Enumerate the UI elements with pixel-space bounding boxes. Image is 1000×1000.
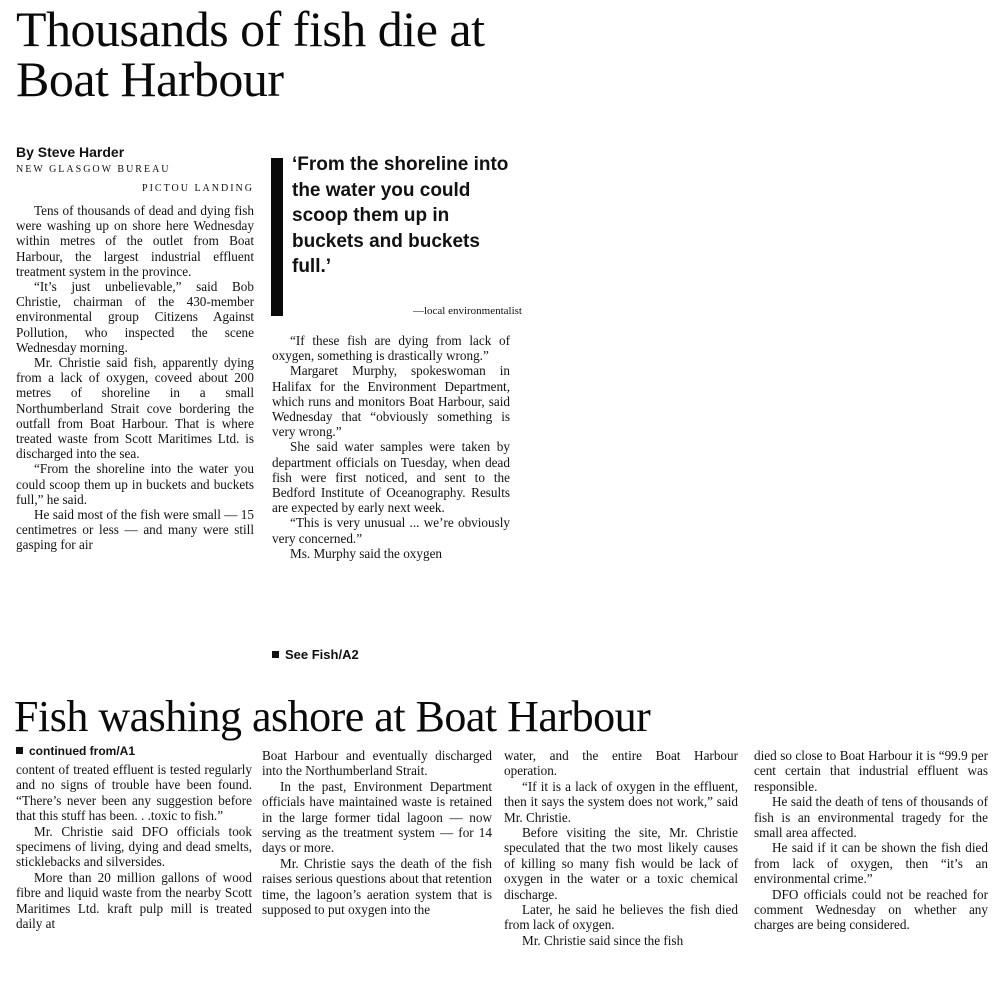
- see-more-jump: [272, 647, 359, 662]
- paragraph: Mr. Christie said fish, apparently dying from a lack of oxygen, coveed about 200 metres of shoreline in a small Northumberland Strait cove bordering the outfall from Boat Harbour. That is where treated waste from Scott Maritimes Ltd. is discharged into the sea.: [16, 355, 254, 462]
- paragraph: “It’s just unbelievable,” said Bob Christie, chairman of the 430-member environmental group Citizens Against Pollution, who inspected the scene Wednesday morning.: [16, 279, 254, 355]
- paragraph: “If it is a lack of oxygen in the effluent, then it says the system does not work,” said Mr. Christie.: [504, 778, 738, 825]
- paragraph: Margaret Murphy, spokeswoman in Halifax for the Environment Department, which runs and monitors Boat Harbour, said Wednesday that “obviously something is very wrong.”: [272, 363, 510, 440]
- article-headline: Thousands of fish die at Boat Harbour: [16, 1, 485, 107]
- paragraph: “If these fish are dying from lack of oxygen, something is drastically wrong.”: [272, 333, 510, 364]
- paragraph: DFO officials could not be reached for comment Wednesday on whether any charges are being considered.: [754, 886, 988, 933]
- paragraph: Before visiting the site, Mr. Christie speculated that the two most likely causes of killing so many fish would be lack of oxygen in the water or a toxic chemical discharge.: [504, 825, 738, 902]
- continuation-headline: Fish washing ashore at Boat Harbour: [14, 692, 651, 741]
- see-more-label: See Fish/A2: [285, 647, 359, 662]
- paragraph: He said most of the fish were small — 15 centimetres or less — and many were still gasping for air: [16, 507, 254, 553]
- paragraph: He said the death of tens of thousands of fish is an environmental tragedy for the small area affected.: [754, 794, 988, 841]
- paragraph: water, and the entire Boat Harbour operation.: [504, 748, 738, 779]
- paragraph: Mr. Christie said DFO officials took specimens of living, dying and dead smelts, sticklebacks and silversides.: [16, 823, 252, 870]
- paragraph: More than 20 million gallons of wood fibre and liquid waste from the nearby Scott Maritimes Ltd. kraft pulp mill is treated daily at: [16, 869, 252, 932]
- continuation-column-4: [754, 748, 988, 933]
- continued-from-label: [16, 744, 135, 758]
- dateline: PICTOU LANDING: [142, 183, 254, 194]
- square-bullet-icon: [272, 651, 279, 658]
- paragraph: “This is very unusual ... we’re obviously very concerned.”: [272, 515, 510, 546]
- paragraph: Ms. Murphy said the oxygen: [290, 545, 443, 561]
- paragraph: Boat Harbour and eventually discharged into the Northumberland Strait.: [262, 748, 492, 779]
- paragraph: She said water samples were taken by department officials on Tuesday, when dead fish were first noticed, and sent to the Bedford Institute of Oceanography. Results are expected by early next week.: [272, 439, 510, 516]
- article-column-1: [16, 203, 254, 553]
- continuation-column-2: [262, 748, 492, 917]
- pull-quote-bar: [271, 158, 283, 316]
- paragraph: Later, he said he believes the fish died from lack of oxygen.: [504, 902, 738, 933]
- bureau-line: NEW GLASGOW BUREAU: [16, 164, 171, 175]
- byline: By Steve Harder: [16, 144, 125, 160]
- paragraph: Tens of thousands of dead and dying fish were washing up on shore here Wednesday within metres of the outlet from Boat Harbour, the largest industrial effluent treatment system in the province.: [16, 203, 254, 279]
- continuation-column-3: [504, 748, 738, 948]
- paragraph: died so close to Boat Harbour it is “99.9 per cent certain that industrial effluent was responsible.: [754, 748, 988, 794]
- pull-quote-attribution: —local environmentalist: [412, 305, 522, 317]
- paragraph: Mr. Christie says the death of the fish raises serious questions about that retention time, the lagoon’s aeration system that is supposed to put oxygen into the: [262, 855, 492, 918]
- continued-from-text: continued from/A1: [29, 744, 136, 758]
- paragraph: content of treated effluent is tested regularly and no signs of trouble have been found. “There’s never been any suggestion before that this stuff has been. . .toxic to fish.”: [16, 762, 252, 824]
- article-column-2: [272, 333, 510, 561]
- paragraph: In the past, Environment Department officials have maintained waste is retained in the large former tidal lagoon — now serving as the treatment system — for 14 days or more.: [262, 778, 492, 856]
- paragraph: Mr. Christie said since the fish: [522, 932, 684, 948]
- continuation-column-1: [16, 762, 252, 931]
- pull-quote: ‘From the shoreline into the water you could scoop them up in buckets and buckets full.’: [292, 154, 509, 277]
- paragraph: He said if it can be shown the fish died from lack of oxygen, then “it’s an environmental crime.”: [754, 840, 988, 887]
- paragraph: “From the shoreline into the water you could scoop them up in buckets and buckets full,” he said.: [16, 461, 254, 507]
- square-bullet-icon: [16, 747, 23, 754]
